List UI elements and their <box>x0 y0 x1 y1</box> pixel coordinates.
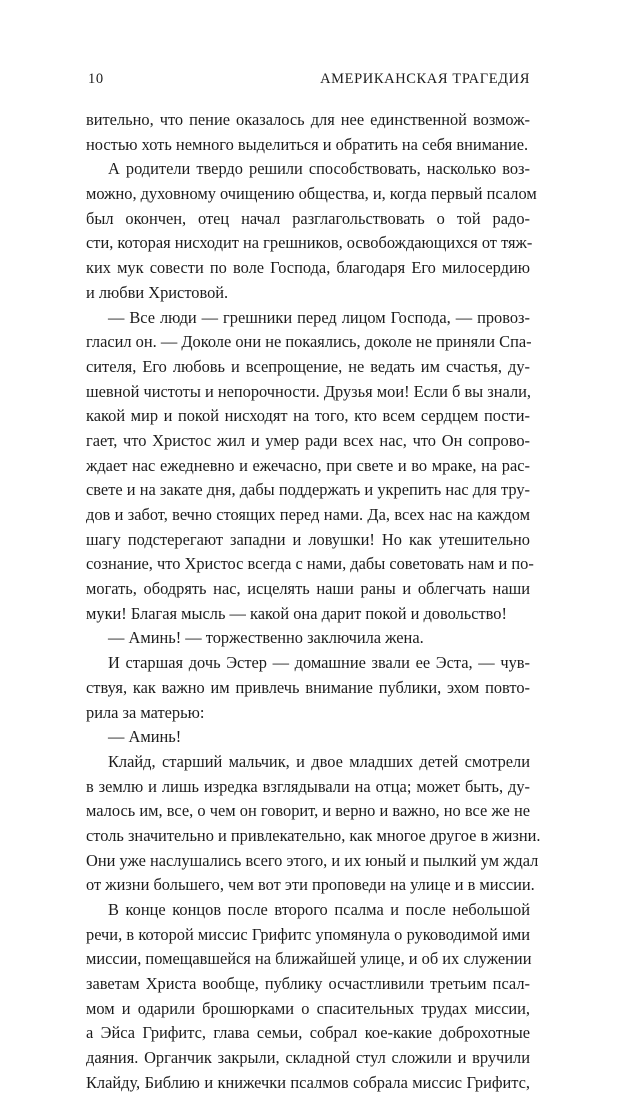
text-line: гает, что Христос жил и умер ради всех нас, что Он сопрово- <box>86 430 530 450</box>
text-line: Клайд, старший мальчик, и двое младших детей смотрели <box>108 751 530 771</box>
text-line: И старшая дочь Эстер — домашние звали ее Эста, — чув- <box>108 653 530 673</box>
text-line: муки! Благая мысль — какой она дарит покой и довольство! <box>86 603 507 623</box>
text-line: Клайду, Библию и книжечки псалмов собрала миссис Грифитс, <box>86 1072 530 1092</box>
text-line: дов и забот, вечно стоящих перед нами. Да, всех нас на каждом <box>86 505 530 524</box>
text-line: заветам Христа вообще, публику осчастливили третьим псал- <box>86 974 530 994</box>
text-line: — Аминь! — торжественно заключила жена. <box>108 628 424 648</box>
page-header <box>88 71 530 91</box>
text-line: В конце концов после второго псалма и после небольшой <box>108 900 530 919</box>
text-line: а Эйса Грифитс, глава семьи, собрал кое-какие доброхотные <box>86 1023 530 1043</box>
text-line: гласил он. — Доколе они не покаялись, доколе не приняли Спа- <box>86 332 532 352</box>
text-line: в землю и лишь изредка взглядывали на отца; может быть, ду- <box>86 776 530 796</box>
text-line: сителя, Его любовь и всепрощение, не ведать им счастья, ду- <box>86 356 530 376</box>
text-line: даяния. Органчик закрыли, складной стул сложили и вручили <box>86 1048 530 1068</box>
text-line: можно, духовному очищению общества, и, когда первый псалом <box>86 184 537 204</box>
running-title: АМЕРИКАНСКАЯ ТРАГЕДИЯ <box>320 71 530 87</box>
text-line: мом и одарили брошюрками о спасительных трудах миссии, <box>86 998 530 1018</box>
text-line: сознание, что Христос всегда с нами, дабы советовать нам и по- <box>86 554 534 574</box>
text-line: сти, которая нисходит на грешников, освобождающихся от тяж- <box>86 233 533 253</box>
text-line: малось им, все, о чем он говорит, и верно и важно, но все же не <box>86 801 530 821</box>
text-line: — Все люди — грешники перед лицом Господа, — провоз- <box>108 307 530 327</box>
text-line: рила за матерью: <box>86 702 205 722</box>
text-line: свете и на закате дня, дабы поддержать и укрепить нас для тру- <box>86 480 530 500</box>
text-line: вительно, что пение оказалось для нее единственной возмож- <box>86 110 530 129</box>
text-line: ностью хоть немного выделиться и обратить на себя внимание. <box>86 134 529 154</box>
text-line: Они уже наслушались всего этого, и их юный и пылкий ум ждал <box>86 850 539 870</box>
text-line: был окончен, отец начал разглагольствовать о той радо- <box>86 208 530 228</box>
text-line: от жизни большего, чем вот эти проповеди на улице и в миссии. <box>86 875 535 895</box>
text-line: столь значительно и привлекательно, как многое другое в жизни. <box>86 825 541 845</box>
text-line: шагу подстерегают западни и ловушки! Но как утешительно <box>86 529 530 549</box>
text-line: ких мук совести по воле Господа, благодаря Его милосердию <box>86 258 530 278</box>
text-line: могать, ободрять нас, исцелять наши раны и облегчать наши <box>86 579 530 599</box>
text-line: речи, в которой миссис Грифитс упомянула о руководимой ими <box>86 924 530 944</box>
body-text <box>86 108 541 1096</box>
text-line: шевной чистоты и непорочности. Друзья мои! Если б вы знали, <box>86 381 532 401</box>
text-line: — Аминь! <box>108 727 182 747</box>
text-line: какой мир и покой нисходят на того, кто всем сердцем пости- <box>86 406 530 426</box>
text-line: ствуя, как важно им привлечь внимание публики, эхом повто- <box>86 677 530 697</box>
text-line: и любви Христовой. <box>86 282 229 302</box>
text-line: миссии, помещавшейся на ближайшей улице, и об их служении <box>86 949 532 969</box>
text-line: ждает нас ежедневно и ежечасно, при свете и во мраке, на рас- <box>86 455 530 475</box>
page-number: 10 <box>88 71 104 87</box>
text-line: А родители твердо решили способствовать, насколько воз- <box>108 159 530 179</box>
